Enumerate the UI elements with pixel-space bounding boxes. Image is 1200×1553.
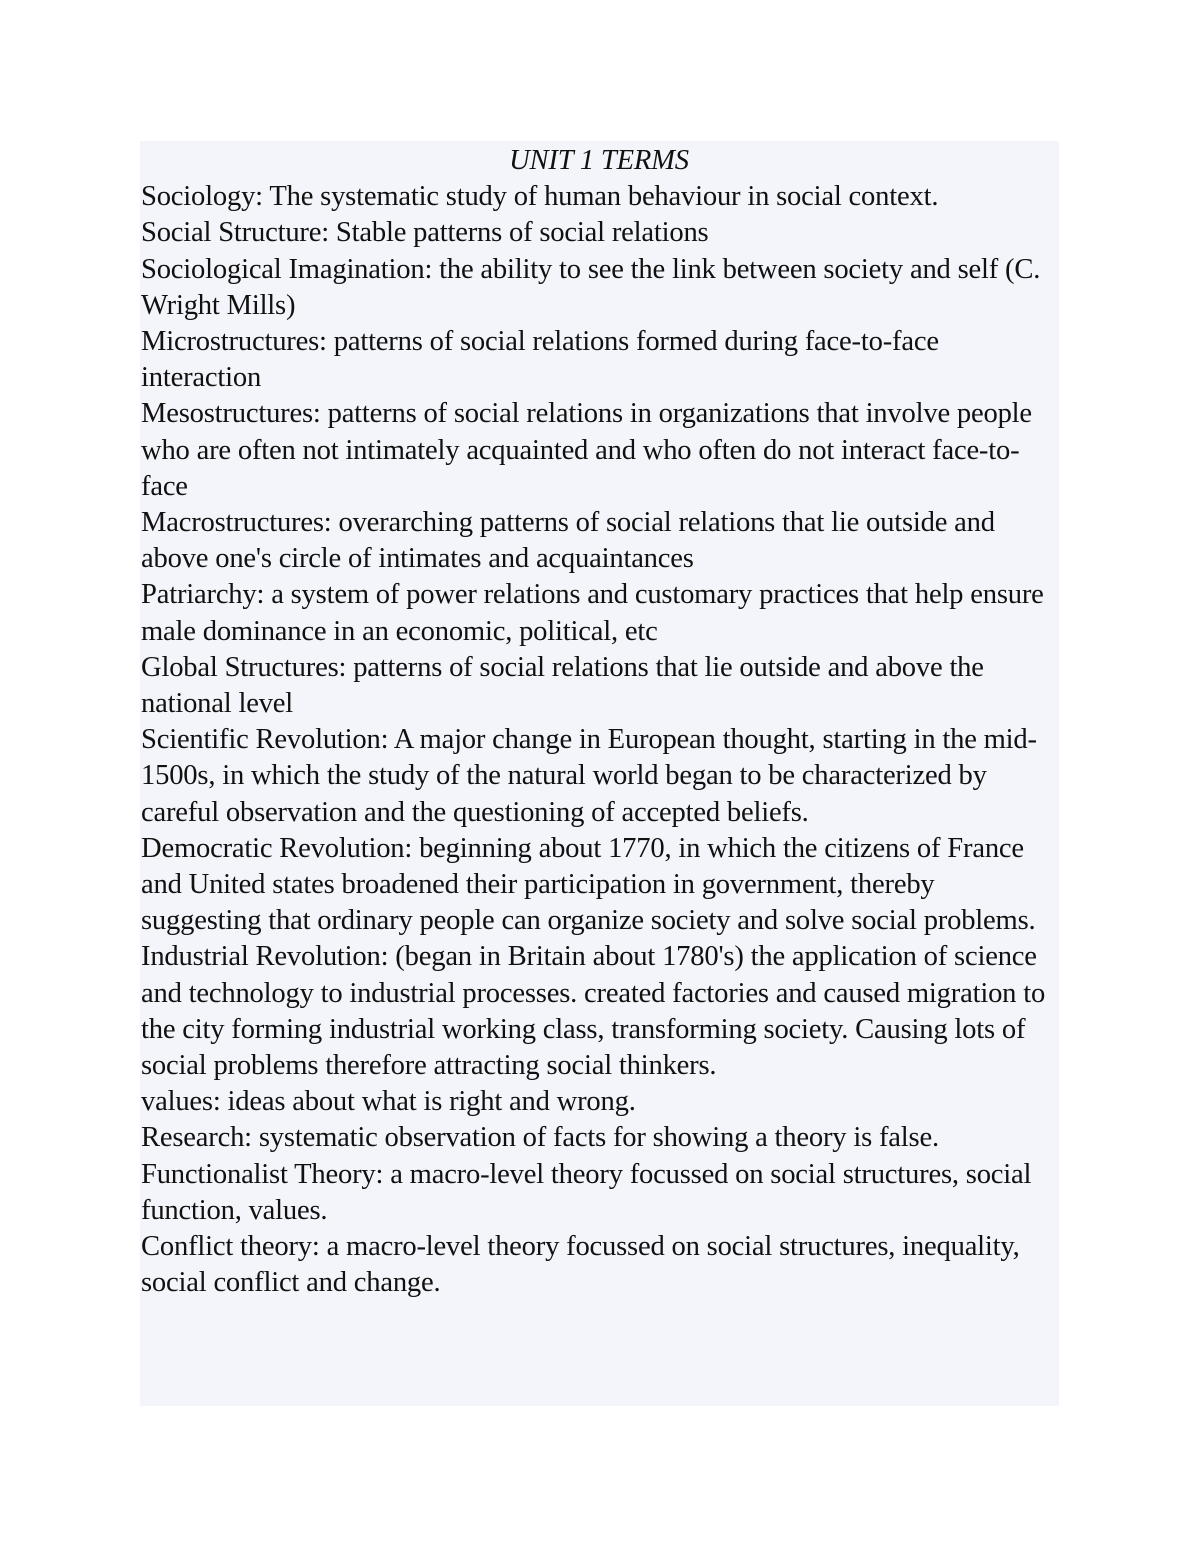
term-entry-macrostructures: Macrostructures: overarching patterns of social relations that lie outside and above one's circle of intimates and acquaintances: [141, 507, 995, 575]
term-entry-democratic-revolution: Democratic Revolution: beginning about 1770, in which the citizens of France and United states broadened their participation in government, thereby suggesting that ordinary people can organize society and solve social problems.: [141, 832, 1036, 937]
term-entry-mesostructures: Mesostructures: patterns of social relations in organizations that involve people who are often not intimately acquainted and who often do not interact face-to-face: [141, 398, 1032, 502]
document-title: UNIT 1 TERMS: [509, 145, 689, 176]
term-entry-research: Research: systematic observation of facts for showing a theory is false.: [141, 1122, 939, 1154]
term-entry-patriarchy: Patriarchy: a system of power relations and customary practices that help ensure male dominance in an economic, political, etc: [141, 579, 1044, 647]
term-entry-global-structures: Global Structures: patterns of social relations that lie outside and above the national level: [141, 651, 984, 720]
term-entry-conflict-theory: Conflict theory: a macro-level theory focussed on social structures, inequality, social conflict and change.: [141, 1231, 1020, 1299]
term-entry-values: values: ideas about what is right and wrong.: [141, 1086, 636, 1118]
term-entry-sociological-imagination: Sociological Imagination: the ability to see the link between society and self (C. Wright Mills): [141, 253, 1041, 321]
term-entry-sociology: Sociology: The systematic study of human behaviour in social context.: [141, 181, 939, 213]
text-block: [140, 141, 1059, 1406]
term-entry-functionalist-theory: Functionalist Theory: a macro-level theory focussed on social structures, social function, values.: [141, 1158, 1032, 1226]
term-entry-scientific-revolution: Scientific Revolution: A major change in European thought, starting in the mid-1500s, in which the study of the natural world began to be characterized by careful observation and the questioning of accepted beliefs.: [141, 724, 1037, 828]
term-entry-industrial-revolution: Industrial Revolution: (began in Britain about 1780's) the application of science and technology to industrial processes. created factories and caused migration to the city forming industrial working class, transforming society. Causing lots of social problems therefore attracting social thinkers.: [141, 941, 1046, 1082]
term-entry-social-structure: Social Structure: Stable patterns of social relations: [141, 217, 709, 249]
term-entry-microstructures: Microstructures: patterns of social relations formed during face-to-face interaction: [141, 326, 939, 394]
